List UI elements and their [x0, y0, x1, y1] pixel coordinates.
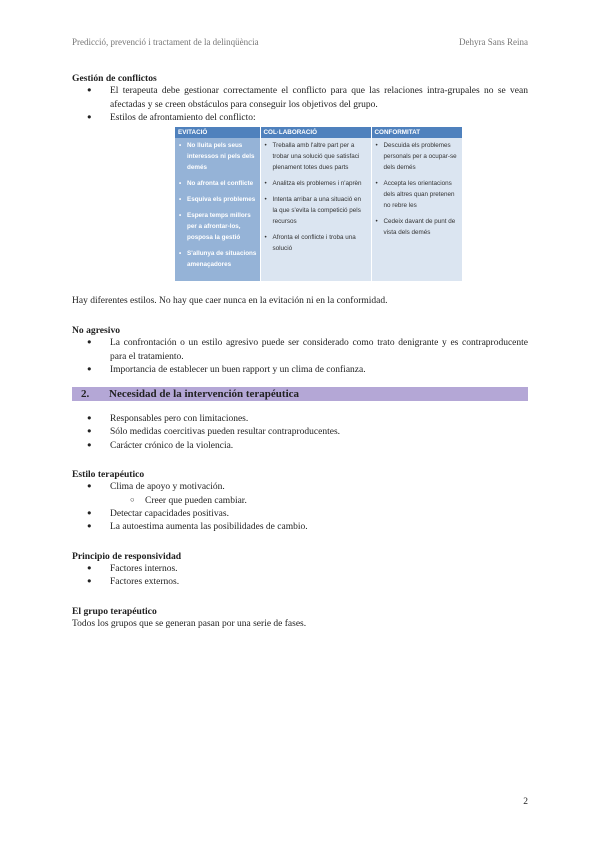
heading-therapeutic-style: Estilo terapéutico	[72, 468, 145, 480]
sub-list-item: ○ Creer que pueden cambiar.	[145, 495, 528, 508]
heading-responsivity: Principio de responsividad	[72, 550, 182, 562]
table-item: • Esquiva els problemes	[187, 194, 257, 205]
table-item: • No afronta el conflicte	[187, 178, 257, 189]
heading-conflicts: Gestión de conflictos	[72, 73, 157, 84]
list-item: ● Carácter crónico de la violencia.	[110, 440, 528, 453]
no-aggressive-list	[72, 337, 528, 377]
table-col-conformitat	[371, 138, 462, 281]
list-item: ● La autoestima aumenta las posibilidades de cambio.	[110, 521, 528, 534]
list-item: ● Detectar capacidades positivas.	[110, 508, 528, 521]
styles-note: Hay diferentes estilos. No hay que caer nunca en la evitación ni en la conformidad.	[72, 296, 388, 307]
section2-list	[72, 413, 528, 453]
table-item: • Afronta el conflicte i troba una solució	[273, 232, 368, 254]
list-item: ● Estilos de afrontamiento del conflicto:	[110, 112, 528, 125]
header-course-title: Predicció, prevenció i tractament de la delinqüència	[72, 37, 259, 47]
table-item: • Cedeix davant de punt de vista dels demés	[384, 216, 459, 238]
table-item: • No lluita pels seus interessos ni pels dels demés	[187, 140, 257, 173]
sub-list	[110, 495, 528, 508]
header-author: Dehyra Sans Reina	[459, 37, 528, 47]
list-item: ● El terapeuta debe gestionar correctamente el conflicto para que las relaciones intra-grupales no se vean afectadas y se creen obstáculos para conseguir los objetivos del grupo.	[110, 85, 528, 112]
table-item: • Descuida els problemes personals per a ocupar-se dels demés	[384, 140, 459, 173]
section-heading-bar	[72, 387, 528, 401]
table-item: • Analitza els problemes i n'aprèn	[273, 178, 368, 189]
list-item: ● Factores internos.	[110, 563, 528, 576]
list-item-text: Clima de apoyo y motivación.	[110, 482, 225, 493]
list-item: ● La confrontación o un estilo agresivo puede ser considerado como trato denigrante y es contraproducente para el tratamiento.	[110, 337, 528, 364]
section-number: 2.	[81, 388, 90, 401]
list-item: ● Sólo medidas coercitivas pueden resultar contraproducentes.	[110, 426, 528, 439]
table-header-conformitat: CONFORMITAT	[371, 127, 462, 138]
therapeutic-style-list	[72, 481, 528, 534]
section-title: Necesidad de la intervención terapéutica	[109, 388, 300, 401]
responsivity-list	[72, 563, 528, 590]
table-col-evitacio	[175, 138, 260, 281]
page-content	[72, 72, 528, 631]
heading-group: El grupo terapéutico	[72, 605, 157, 617]
table-header-evitacio: EVITACIÓ	[175, 127, 260, 138]
table-item: • Espera temps millors per a afrontar-los, posposa la gestió	[187, 210, 257, 243]
list-item	[110, 481, 528, 508]
conflicts-list	[72, 85, 528, 125]
table-col-collaboracio	[260, 138, 371, 281]
list-item: ● Factores externos.	[110, 576, 528, 589]
table-item: • Treballa amb l'altre part per a trobar una solució que satisfaci plenament totes dues parts	[273, 140, 368, 173]
list-item: ● Responsables pero con limitaciones.	[110, 413, 528, 426]
list-item: ● Importancia de establecer un buen rapport y un clima de confianza.	[110, 364, 528, 377]
table-item: • Intenta arribar a una situació en la que s'evita la competició pels recursos	[273, 194, 368, 227]
group-text: Todos los grupos que se generan pasan por una serie de fases.	[72, 619, 307, 630]
table-item: • S'allunya de situacions amenaçadores	[187, 248, 257, 270]
table-header-collaboracio: COL·LABORACIÓ	[260, 127, 371, 138]
heading-no-aggressive: No agresivo	[72, 324, 121, 336]
page-number: 2	[523, 797, 528, 807]
conflict-styles-table	[175, 127, 463, 281]
table-item: • Accepta les orientacions dels altres quan pretenen no rebre les	[384, 178, 459, 211]
